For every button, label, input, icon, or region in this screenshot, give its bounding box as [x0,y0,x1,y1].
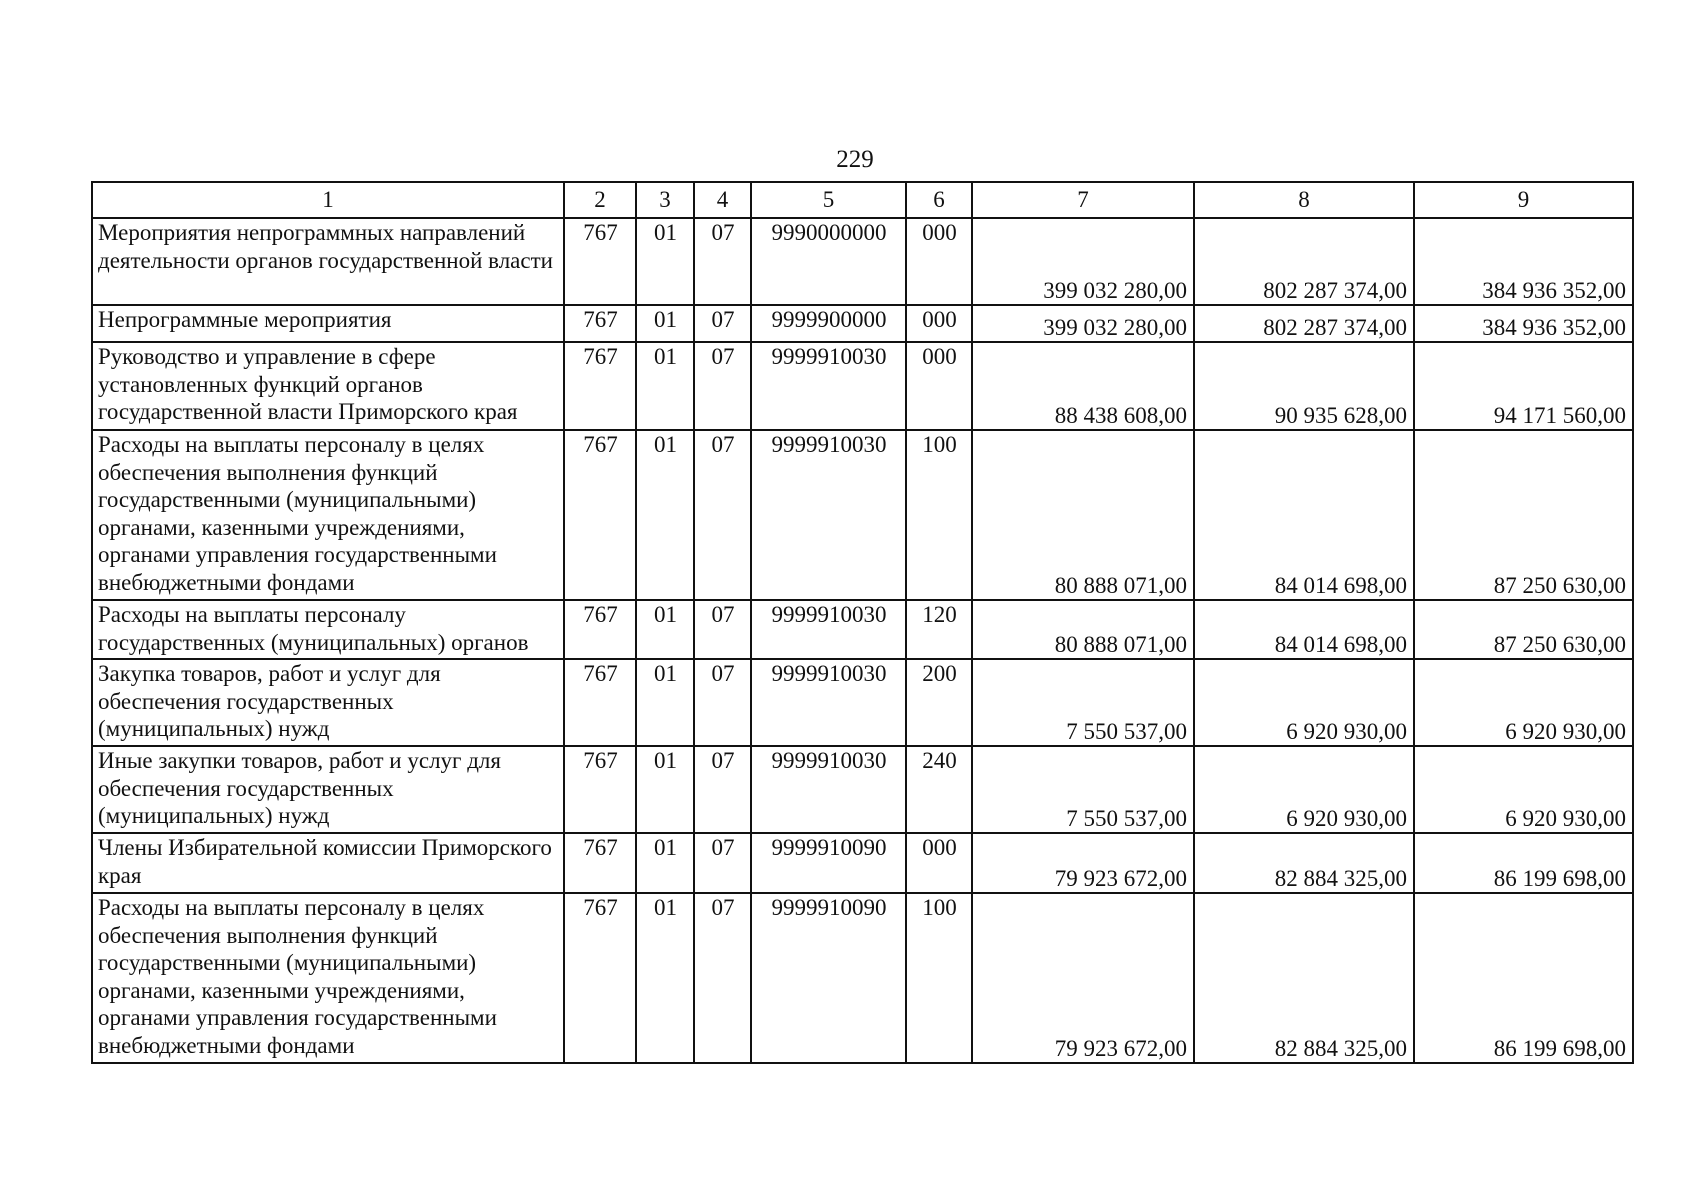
code-cell: 07 [694,218,751,305]
amount-cell: 79 923 672,00 [972,833,1194,893]
amount-cell: 399 032 280,00 [972,218,1194,305]
column-header: 4 [694,182,751,218]
amount-cell: 87 250 630,00 [1414,430,1633,600]
code-cell: 01 [636,305,694,342]
code-cell: 9999910090 [751,893,906,1063]
code-cell: 01 [636,659,694,746]
row-name: Расходы на выплаты персоналу государственных (муниципальных) органов [92,600,564,659]
column-header: 6 [906,182,972,218]
amount-cell: 6 920 930,00 [1414,746,1633,833]
code-cell: 200 [906,659,972,746]
code-cell: 07 [694,833,751,893]
amount-cell: 80 888 071,00 [972,600,1194,659]
table-row [92,430,1633,600]
table-row [92,659,1633,746]
row-name: Руководство и управление в сфере установленных функций органов государственной власти Приморского края [92,342,564,430]
table-row [92,893,1633,1063]
amount-cell: 86 199 698,00 [1414,833,1633,893]
table-row [92,746,1633,833]
code-cell: 07 [694,342,751,430]
row-name: Расходы на выплаты персоналу в целях обеспечения выполнения функций государственными (муниципальными) органами, казенными учреждениями, органами управления государственными внебюджетными фондами [92,430,564,600]
code-cell: 767 [564,430,636,600]
code-cell: 000 [906,305,972,342]
code-cell: 07 [694,430,751,600]
code-cell: 767 [564,833,636,893]
column-header: 1 [92,182,564,218]
amount-cell: 7 550 537,00 [972,746,1194,833]
code-cell: 000 [906,342,972,430]
code-cell: 01 [636,342,694,430]
column-header: 9 [1414,182,1633,218]
code-cell: 767 [564,218,636,305]
code-cell: 100 [906,430,972,600]
amount-cell: 84 014 698,00 [1194,430,1414,600]
table-row [92,342,1633,430]
code-cell: 000 [906,833,972,893]
code-cell: 07 [694,893,751,1063]
code-cell: 07 [694,600,751,659]
row-name: Расходы на выплаты персоналу в целях обеспечения выполнения функций государственными (муниципальными) органами, казенными учреждениями, органами управления государственными внебюджетными фондами [92,893,564,1063]
amount-cell: 94 171 560,00 [1414,342,1633,430]
code-cell: 01 [636,600,694,659]
column-header: 2 [564,182,636,218]
amount-cell: 7 550 537,00 [972,659,1194,746]
amount-cell: 87 250 630,00 [1414,600,1633,659]
code-cell: 9999900000 [751,305,906,342]
column-header: 3 [636,182,694,218]
table-row [92,218,1633,305]
amount-cell: 6 920 930,00 [1194,659,1414,746]
amount-cell: 79 923 672,00 [972,893,1194,1063]
amount-cell: 802 287 374,00 [1194,218,1414,305]
amount-cell: 399 032 280,00 [972,305,1194,342]
code-cell: 9999910030 [751,430,906,600]
page-number: 229 [836,146,874,173]
code-cell: 9999910030 [751,659,906,746]
budget-table [91,181,1634,1064]
code-cell: 9999910030 [751,342,906,430]
code-cell: 01 [636,833,694,893]
code-cell: 100 [906,893,972,1063]
column-header: 7 [972,182,1194,218]
code-cell: 9999910030 [751,746,906,833]
amount-cell: 6 920 930,00 [1414,659,1633,746]
code-cell: 01 [636,430,694,600]
code-cell: 07 [694,659,751,746]
row-name: Закупка товаров, работ и услуг для обеспечения государственных (муниципальных) нужд [92,659,564,746]
code-cell: 767 [564,600,636,659]
code-cell: 767 [564,305,636,342]
amount-cell: 384 936 352,00 [1414,305,1633,342]
amount-cell: 88 438 608,00 [972,342,1194,430]
table-row [92,833,1633,893]
amount-cell: 86 199 698,00 [1414,893,1633,1063]
code-cell: 767 [564,746,636,833]
amount-cell: 384 936 352,00 [1414,218,1633,305]
amount-cell: 6 920 930,00 [1194,746,1414,833]
table-header-row [92,182,1633,218]
code-cell: 767 [564,342,636,430]
code-cell: 9999910090 [751,833,906,893]
code-cell: 01 [636,218,694,305]
code-cell: 9999910030 [751,600,906,659]
table-row [92,600,1633,659]
code-cell: 9990000000 [751,218,906,305]
code-cell: 000 [906,218,972,305]
amount-cell: 90 935 628,00 [1194,342,1414,430]
code-cell: 01 [636,746,694,833]
row-name: Члены Избирательной комиссии Приморского края [92,833,564,893]
column-header: 8 [1194,182,1414,218]
row-name: Мероприятия непрограммных направлений деятельности органов государственной власти [92,218,564,305]
code-cell: 120 [906,600,972,659]
code-cell: 07 [694,746,751,833]
code-cell: 240 [906,746,972,833]
amount-cell: 80 888 071,00 [972,430,1194,600]
table-row [92,305,1633,342]
row-name: Иные закупки товаров, работ и услуг для обеспечения государственных (муниципальных) нужд [92,746,564,833]
row-name: Непрограммные мероприятия [92,305,564,342]
amount-cell: 82 884 325,00 [1194,893,1414,1063]
code-cell: 767 [564,659,636,746]
code-cell: 07 [694,305,751,342]
column-header: 5 [751,182,906,218]
code-cell: 01 [636,893,694,1063]
amount-cell: 82 884 325,00 [1194,833,1414,893]
amount-cell: 84 014 698,00 [1194,600,1414,659]
code-cell: 767 [564,893,636,1063]
amount-cell: 802 287 374,00 [1194,305,1414,342]
